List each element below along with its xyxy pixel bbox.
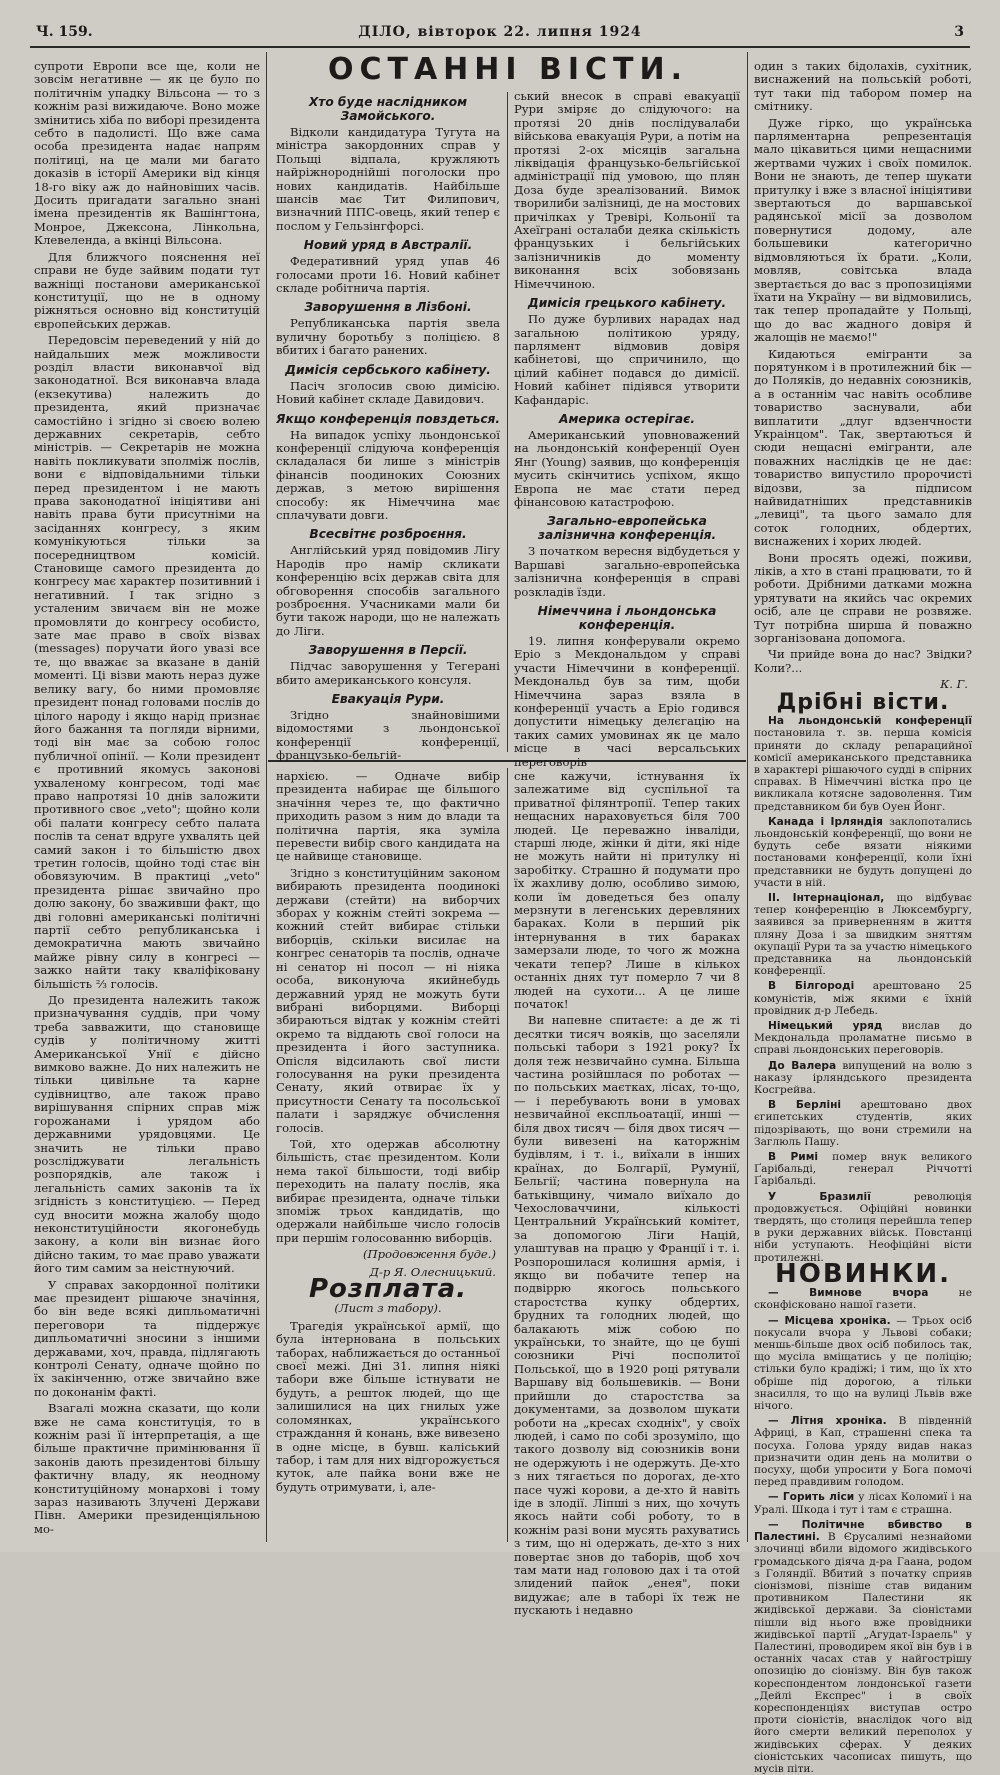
paragraph: нархією. — Одначе вибір президента набирає ще більшого значіння через те, що фактично приходить разом з ним до влади та політична партія, яка зуміла перевести вибір свого кандидата на це найвище становище. xyxy=(276,769,500,864)
section-title-novinky: НОВИНКИ. xyxy=(774,1258,952,1289)
short-news-item: В Білгороді арештовано 25 комуністів, між якими є їхній провідник д-р Лебедь. xyxy=(754,980,972,1017)
news-text: З початком вересня відбудеться у Варшаві загально-европейська залізнична конференція в справі розкладів їзди. xyxy=(514,544,740,599)
column-rule xyxy=(507,92,508,752)
paragraph: Кидаються емігранти за порятунком і в протилежний бік — до Поляків, до недавніх союзників, а в останнім час навіть особливе товариство заснували, аби виплатити „длуг вдзенчности Украінцом". Так, звертаються й сюди нещасні емігранти, але поважних наслідків це не дає: товариство випустило пророчисті відозви, за підписом найвидатніших представників „левиці", та цього замало для соток голодних, обдертих, виснажених і хорих людей. xyxy=(754,346,972,549)
running-head xyxy=(30,20,970,48)
column-rule xyxy=(507,768,508,1542)
section-title-small-news: Дрібні вісти. xyxy=(776,689,950,715)
author-signature: К. Г. xyxy=(940,677,968,692)
news-headline: Хто буде наслідником Замойського. xyxy=(308,95,468,123)
news-text: 19. липня конферували окремо Еріо з Мекдональдом у справі участи Німеччини в конференції. Мекдональд був за тим, щоби Німеччина зараз взяла в конференції участь а Еріо годився допустити німецьку делєгацію на таких самих умовинах як це мало місце в часі версальських переговорів xyxy=(514,634,740,769)
news-text: Відколи кандидатура Тугута на міністра закордонних справ у Польщі відпала, кружляють найріжнороднійші поголоски про нових кандидатів. Найбільше шансів має Тит Филипович, визначний ППС-овець, який тепер є послом у Гельзінгфорсі. xyxy=(276,125,500,233)
news-headline: Якщо конференція повздеться. xyxy=(276,411,501,426)
short-news-item: Німецький уряд вислав до Мекдональда проламатне письмо в справі льондонських переговорів. xyxy=(754,1019,972,1057)
news-text: Згідно знайновішими відомостями з льондонської конференції конференції, французько-бельгій- xyxy=(276,708,500,763)
news-text: Підчас заворушення у Тегерані вбито американського консуля. xyxy=(276,659,500,687)
news-headline: Америка остерігає. xyxy=(559,411,695,426)
column-rule xyxy=(747,52,748,1542)
news-text: Англійський уряд повідомив Лігу Народів про намір скликати конференцію всіх держав світа для обговорення способів загального розброєння. Учасниками мали би бути також народи, що не належать до Ліги. xyxy=(276,543,500,638)
paragraph: До президента належить також призначування суддів, при чому треба завважити, що становище судів у політичному житті Американської Унії є дійсно вимково важне. До них належить не тільки цивільне та карне судівництво, але також право вирішування спірних справ між горожанами і урядом або державними урядовцями. Це значить не тільки право розсліджувати легальність розпорядків, але також і легальність самих законів та їх згідність з конституцією. — Перед суд вносити можна жалобу щодо неконституційности якогонебудь закону, а коли він визнає його дійсно таким, то має право уважати його тим самим за неістнуючий. xyxy=(34,993,260,1276)
paragraph: У справах закордонної політики має президент рішаюче значіння, бо він веде всякі дипльоматичні переговори та піддержує дипльоматичні зносини з іншими державами, хоч, правда, підлягають контролі Сенату, одначе щойно по їх закінченню, отже звичайно вже по доконанім факті. xyxy=(34,1277,260,1399)
paragraph: Ви напевне спитаєте: а де ж ті десятки тисяч вояків, що заселяли польські табори з 1921 року? Їх доля теж незвичайно сумна. Більша частина розійшлася по роботах — по польських маєтках, лісах, то-що, — і перебувають вони в умовах незвичайної експльоатації, инші — біля двох тисяч — біля двох тисяч — були вивезені на каторжнім будівлям, і т. і., виїхали в інших країнах, до Болгарії, Румунії, Бельгії; частина повернула на батьківщину, чимало виїхало до Чехословаччини, кількості Центральний Український комітет, за допомогою Ліги Націй, улаштував на працю у Франції і т. і. Розпорошилася колишня армія, і якщо ви побачите тепер на подвіррю якогось польського старостства купку обдертих, брудних та голодних людей, що балакають між собою по українськи, то знайте, що це буші союзники Річі посполитої Польської, що в 1920 році рятували Варшаву від большевиків. — Вони прийшли до старостства за документами, за дозволом шукати роботи на „кресах сходніх", у своїх людей, і само по собі зрозуміло, що такого дозволу від союзників вони не одержують і не одержуть. Де-хто з них тягається по дорогах, де-хто пасе чужі корови, а де-хто й навіть іде в злодії. Ліпші з них, що хочуть якось найти собі роботу, то в кожнім разі вони мусять рахуватись з тим, що ні одержать, де-хто з них повертає знов до таборів, щоб хоч там мати над головою дах і та отой злидений пайок „енея", поки видужає; але в таборі їх теж не пускають і недавно xyxy=(514,1013,740,1618)
paragraph: Дуже гірко, що українська парляментарна репрезентація мало цікавиться цими нещасними жертвами чужих і своїх помилок. Вони не знають, де тепер шукати притулку і вже з власної ініціятиви звертаються до варшавської радянської місії за дозволом повернутися додому, але большевики категорично відмовляються їх брати. „Коли, мовляв, совітська влада звертається до вас з пропозиціями їхати на Україну — ви відмовились, так тепер пропадайте у Польщі, що до вас жадного довіря й жалощів не маємо!" xyxy=(754,115,972,345)
short-news-item: Канада і Ірляндія заклопотались льондонській конференції, що вони не будуть себе вязати ніякими постановами конференції, коли їхні представники не будуть допущені до участи в ній. xyxy=(754,815,973,889)
paragraph: Трагедія української армії, що була інтернована в польських таборах, наближається до останньої своєї межі. Дні 31. липня ніякі табори вже більше істнувати не будуть, а решток людей, що ще залишилися на цих гнилых уже соломянках, українського страждання й конань, вже вивезено в одне місце, в бувш. каліський табор, і там для них відгорожується куток, але пайка вони вже не будуть отримувати, і, але- xyxy=(276,1318,500,1494)
news-headline: Заворушення в Персії. xyxy=(308,643,468,658)
latest-news-banner: ОСТАННІ ВІСТИ. xyxy=(327,52,689,87)
paragraph: один з таких бідолахів, сухітник, виснажений на польській роботі, тут таки під табором помер на смітнику. xyxy=(754,59,972,114)
news-text: Федеративний уряд упав 46 голосами проти 16. Новий кабінет складе робітнича партія. xyxy=(276,254,500,296)
news-headline: Евакуація Рури. xyxy=(331,692,445,706)
news-item: — Місцева хроніка. — Трьох осіб покусали вчора у Львові собаки; меншь-більше двох осіб побилось так, що мусіла вміщатись у це поліцію; стільки було крадіжі; і тим, що їх хто обріше під дорогою, а тільки знасилля, то що на вулиці Львів вже нічого. xyxy=(754,1314,972,1413)
news-headline: Загально-европейська залізнична конференція. xyxy=(537,514,717,543)
news-item: — Вимнове вчора не сконфісковано нашої газети. xyxy=(754,1287,972,1312)
latest-news-left xyxy=(276,90,501,763)
paragraph: Згідно з конституційним законом вибирають президента поодинокі держави (стейти) на виборчих зборах у кожнім стейті зокрема — кожний стейт вибирає стільки виборців, скільки висилає на конгрес сенаторів та послів, одначе ні сенатор ні посол — ні ніяка особа, виконуюча якийнебудь державний уряд не можуть бути вибрані виборцями. Виборці збираються відтак у кожнім стейті окремо та віддають свої голоси на президента і його заступника. Опісля відсилають свої листи голосування на руки президента Сенату, який отвирає їх у присутности Сенату та посольської палати і заряджує обчислення голосів. xyxy=(276,865,500,1135)
page-number: 3 xyxy=(954,24,964,40)
short-news-item: До Валера випущений на волю з наказу ірляндського президента Косгрейва. xyxy=(754,1059,972,1096)
latest-news-right xyxy=(514,89,740,769)
news-item: — Літня хроніка. В південній Африці, в Кап, страшенні спека та посуха. Голова уряду видав наказ призначити один день на молитви о посуху, щоби упросити у Бога помочі перед правдивим голодом. xyxy=(754,1415,972,1489)
news-text: Пасіч зголосив свою димісію. Новий кабінет складе Давидович. xyxy=(276,378,500,407)
news-headline: Німеччина і льондонська конференція. xyxy=(537,604,717,632)
short-news-item: В Римі помер внук великого Ґарібальді, генерал Річчотті Ґарібальді. xyxy=(754,1151,972,1188)
paragraph: Передовсім переведений у ній до найдальших меж можливости розділ власти виконавчої від законодатної. Вся виконавча влада (екзекутива) належить до президента, який призначає самостійно і згідно зі своєю волею державних секретарів, себто міністрів. — Секретарів не можна навіть покликувати зполміж послів, вони є відповідальними тільки перед президентом і не мають права законодатної ініціятиви ані навіть права бути присутніми на засіданнях конгресу, з яким комунікуються тільки за посередництвом комісій. Становище самого президента до конгресу має характер позитивний і негативний. І так згідно з усталеним звичаєм він не може промовляти до конгресу особисто, зате має право в своїх візвах (messages) поручати його увазі все те, що вважає за вказане в даній моменті. Ці візви мають нераз дуже велику вагу, бо ними промовляє президент понад головами послів до цілого народу і якщо нарід признає його бажання та погляди вірними, тоді він має за собою голос публичної опінії. — Коли президент є противний якомусь законові ухваленому конгресом, тоді має право напротязі 10 днів заложити противного своє „veto"; щойно коли обі палати конгресу себто палата послів та сенат вдруге ухвалять цей самий закон і то більшістю двох третин голосів, щойно тоді стає він обовязуючим. В практиці „veto" президента рішає звичайно про долю закону, бо зваживши факт, що дві головні американські політичні партії себто републиканська і демократична мають звичайно майже рівну силу в конгресі — зажко найти таку кваліфіковану більшість ⅔ голосів. xyxy=(34,333,260,991)
news-headline: Всесвітнє розброєння. xyxy=(309,527,467,542)
author-signature: Д-р Я. Олесницький. xyxy=(369,1264,496,1279)
paragraph: Вони просять одежі, поживи, ліків, а хто в стані працювати, то й роботи. Дрібними датками можна урятувати на якийсь час окремих осіб, але це справи не розвяже. Тут потрібна ширша й поважно зорганізована допомога. xyxy=(754,550,972,646)
news-headline: Димісія сербського кабінету. xyxy=(285,362,491,377)
paragraph: сне кажучи, істнування їх залежатиме від суспільної та приватної філянтропії. Тепер таких нещасних нараховується біля 700 людей. Це переважно інваліди, старші люде, жінки й діти, які ніде не можуть найти ні притулку ні заробітку. Страшно й подумати про їх жахливу долю, особливо зимою, коли їм доведеться без опалу мерзнути в легенських деревляних бараках. Коли в перший рік інтернування в тих бараках замерзали люде, то чого ж можна чекати тепер? Лише в кількох останніх днях тут померло 7 чи 8 людей на сухоти... А це лише початок! xyxy=(514,769,740,1011)
news-text: По дуже бурливих нарадах над загальною політикою уряду, парлямент відмовив довіря кабінетові, що спричинило, що цілий кабінет подався до димісії. Новий кабінет підіявся утворити Кафандаріс. xyxy=(514,312,740,407)
article-title-rozplata: Розплата. xyxy=(308,1274,468,1305)
short-news-item: У Бразилії революція продовжується. Офіційні новинки твердять, що столиця перейшла тепер в руки державних військ. Повстанці ніби уступають. Неофіційні вісти протилежні. xyxy=(754,1190,972,1264)
paragraph: Для ближчого пояснення неї справи не буде зайвим подати тут важніщі постанови американської конституції, що не в одному ріжняться основно від конституцій європейських держав. xyxy=(34,249,260,331)
paragraph: Взагалі можна сказати, що коли вже не сама конституція, то в кожнім разі її інтерпретація, а ще більше практичне примінювання її законів дають президентові більшу фактичну владу, як неодному конституційному монархові і тому зараз називають Злучені Держави Півн. Америки президенціяльною мо- xyxy=(34,1401,260,1536)
short-news-item: На льондонській конференції постановила т. зв. перша комісія приняти до складу репарацийної комісії американського представника в характері рішаючого судді в спірних справах. В Німеччині вістка про це викликала котясне задоволення. Тим представником би був Оуен Йонг. xyxy=(754,715,972,813)
short-news-item: В Берліні арештовано двох єгипетських студентів, яких підозрівають, що вони стремили на Заглюль Пашу. xyxy=(754,1099,972,1148)
newspaper-title-date: ДІЛО, вівторок 22. липня 1924 xyxy=(358,24,642,40)
news-item: — Політичне вбивство в Палестині. В Єрусалимі незнайоми злочинці вбили відомого жидівського громадського діяча д-ра Гаана, родом з Голяндії. Вбитий з початку сприяв сіонізмові, пізніше став виданим противником Палестини як жидівської держави. За сіоністами пішли від нього вже провідники жидівської партії „Агудат-Ізраель" у Палестині, проводирем якої він був і в останніх часах став у найгострішу опозицію до сіонізму. Він був також кореспондентом лондонської газети „Дейлі Експрес" і в своїх кореспонденціях виступав остро проти сіоністів, внаслідок чого від його смерти великий переполох у жидівських сферах. У деяких сіоністських часописах пишуть, що мусів піти. xyxy=(754,1518,972,1775)
short-news-item: ІІ. Інтернаціонал, що відбуває тепер конференцію в Люксембургу, заявився за приверненням в життя пляну Доза і за швидким зняттям окупації Рури та за участю німецького представника на льондонській конференції. xyxy=(754,891,972,978)
continuation-note: (Продовження буде.) xyxy=(362,1247,496,1262)
column-rule xyxy=(266,52,267,1542)
news-text: Републиканська партія звела вуличну боротьбу з поліцією. 8 вбитих і багато ранених. xyxy=(276,316,500,358)
news-headline: Заворушення в Лізбоні. xyxy=(304,300,472,315)
right-column xyxy=(754,59,973,1775)
article-subtitle: (Лист з табору). xyxy=(334,1301,442,1316)
article-president-column xyxy=(34,60,260,1544)
news-headline: Новий уряд в Австралії. xyxy=(303,238,473,253)
news-text: Американський уповноважений на льондонській конференції Оуен Янг (Young) заявив, що конференція мусить скінчитись успіхом, якщо Европа не має стати перед фінансовою катастрофою. xyxy=(514,427,740,509)
article-continuation-column xyxy=(276,770,500,1544)
paragraph: супроти Европи все ще, коли не зовсім негативне — як це було по політичнім упадку Вільсона — то з кожнім разі вижидаюче. Воно може змінитись хіба по виборі президента себто в падолисті. Що вже сама особа президента надає напрям політиці, на це мали ми багато доказів в історії Америки від кінця 18-го віку аж до найновіших часів. Досить пригадати загально знані імена президентів як Вашінгтона, Монрое, Джексона, Лінкольна, Клевеленда, а вкінці Вільсона. xyxy=(34,59,260,248)
issue-number: Ч. 159. xyxy=(36,24,93,40)
news-headline: Димісія грецького кабінету. xyxy=(527,296,727,311)
news-item: — Горить ліси у лісах Коломиї і на Уралі. Шкода і тут і там є страшна. xyxy=(754,1491,972,1516)
paragraph: Той, хто одержав абсолютну більшість, стає президентом. Коли нема такої більшости, тоді вибір переходить на палату послів, яка вибирає президента, одначе тільки зпоміж трьох кандидатів, що одержали найбільше число голосів при першім голосованню виборців. xyxy=(276,1136,500,1245)
news-text: На випадок успіху льондонської конференції слідуюча конференція складалася би лише з міністрів фінансів поодиноких Союзних держав, з метою вирішення способу: як Німеччина має сплачувати довги. xyxy=(276,427,500,522)
news-text: ський внесок в справі евакуації Рури зміряє до слідуючого: на протязі 20 днів послідувалаби військова евакуація Рури, а потім на протязі 2-ох місяців загальна ліквідація французько-бельгійської адміністрації під умовою, що плян Доза буде зреалізований. Вимок творилиби залізниці, де на мостових причілках у Тревірі, Кольонії та Ахеїграні осталаби деяка скількість французьких і бельгійських залізничників до моменту виконання всіх зобовязань Німеччиною. xyxy=(514,89,740,291)
paragraph: Чи прийде вона до нас? Звідки? Коли?... xyxy=(754,647,972,675)
article-rozplata-column xyxy=(514,769,740,1618)
